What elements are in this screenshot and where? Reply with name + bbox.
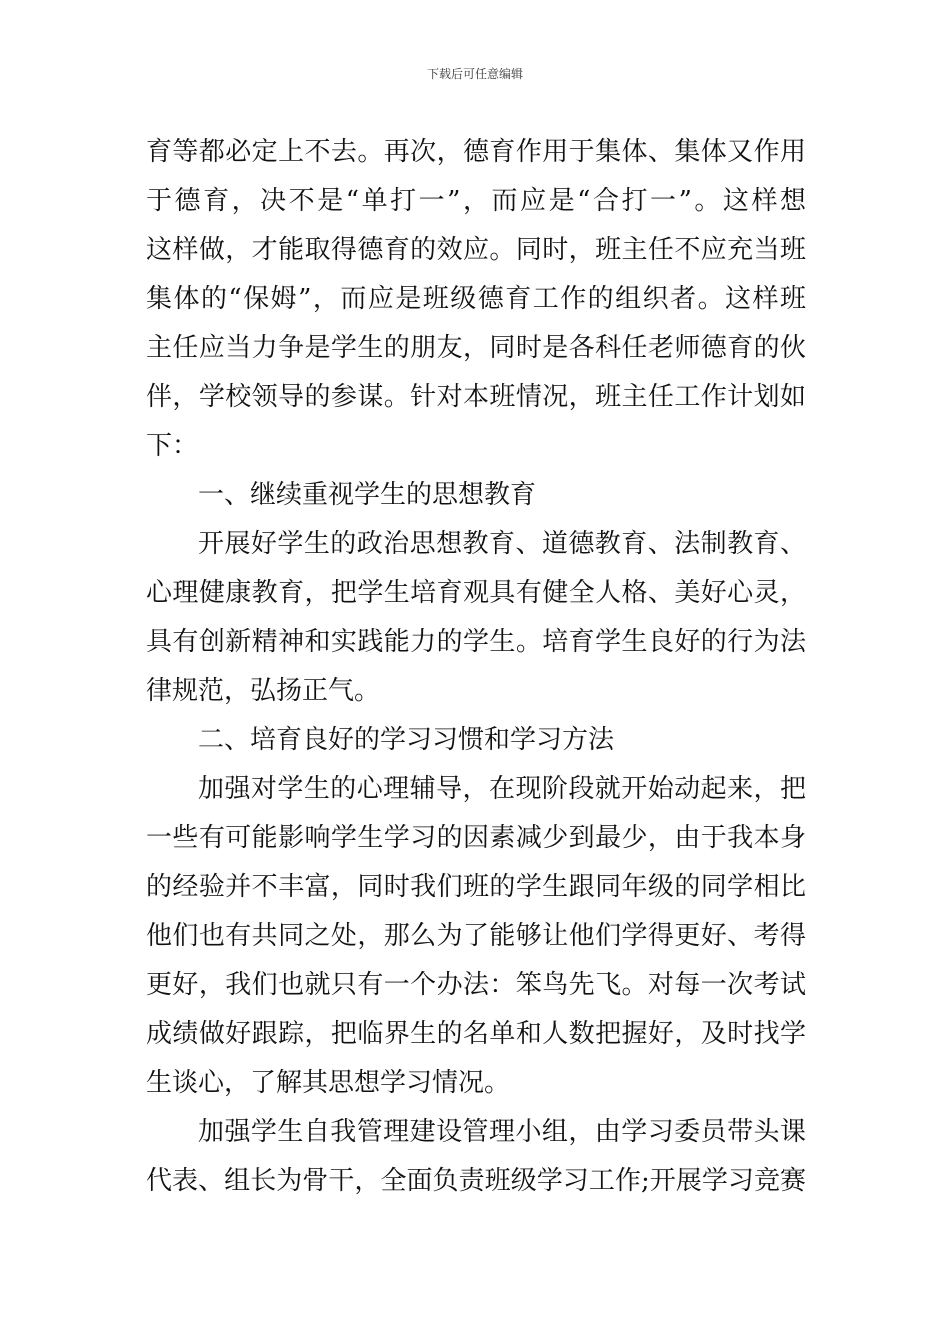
text-line: 生谈心，了解其思想学习情况。 — [146, 1068, 511, 1098]
text-line: 这样做，才能取得德育的效应。同时，班主任不应充当班 — [146, 235, 806, 265]
text-line: 代表、组长为骨干，全面负责班级学习工作;开展学习竞赛 — [146, 1166, 806, 1196]
text-line: 加强对学生的心理辅导，在现阶段就开始动起来，把 — [198, 774, 806, 804]
text-line: 具有创新精神和实践能力的学生。培育学生良好的行为法 — [146, 627, 806, 657]
section-heading-2: 二、培育良好的学习习惯和学习方法 — [198, 725, 615, 755]
text-line: 成绩做好跟踪，把临界生的名单和人数把握好，及时找学 — [146, 1019, 806, 1049]
text-line: 律规范，弘扬正气。 — [146, 676, 381, 706]
text-line: 的经验并不丰富，同时我们班的学生跟同年级的同学相比 — [146, 872, 806, 902]
text-line: 伴，学校领导的参谋。针对本班情况，班主任工作计划如 — [146, 382, 806, 412]
document-body — [146, 128, 806, 1206]
text-line: 一些有可能影响学生学习的因素减少到最少，由于我本身 — [146, 823, 806, 853]
text-line: 开展好学生的政治思想教育、道德教育、法制教育、 — [198, 529, 806, 559]
section-heading-1: 一、继续重视学生的思想教育 — [198, 480, 537, 510]
page-header: 下载后可任意编辑 — [426, 67, 523, 81]
text-line: 心理健康教育，把学生培育观具有健全人格、美好心灵， — [146, 578, 806, 608]
text-line: 集体的“保姆”，而应是班级德育工作的组织者。这样班 — [146, 284, 806, 314]
text-line: 于德育，决不是“单打一”，而应是“合打一”。这样想 — [146, 186, 806, 216]
text-line: 加强学生自我管理建设管理小组，由学习委员带头课 — [198, 1117, 806, 1147]
text-line: 更好，我们也就只有一个办法：笨鸟先飞。对每一次考试 — [146, 970, 806, 1000]
text-line: 主任应当力争是学生的朋友，同时是各科任老师德育的伙 — [146, 333, 806, 363]
text-line: 他们也有共同之处，那么为了能够让他们学得更好、考得 — [146, 921, 806, 951]
text-line: 下： — [146, 431, 199, 461]
text-line: 育等都必定上不去。再次，德育作用于集体、集体又作用 — [146, 137, 806, 167]
